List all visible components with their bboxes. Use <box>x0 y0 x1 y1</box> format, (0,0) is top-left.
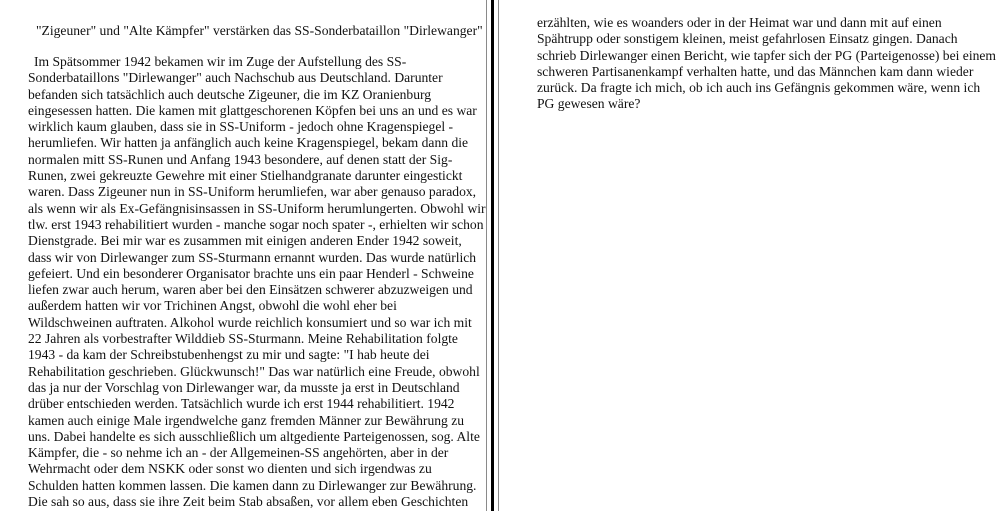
left-document-page <box>0 0 487 511</box>
text-line: Die sah so aus, dass sie ihre Zeit beim Stab absaßen, vor allem eben Geschichten <box>28 494 469 510</box>
text-line: Runen, zwei gekreuzte Gewehre mit einer Stielhandgranate darunter eingestickt <box>28 168 463 184</box>
text-line: Kämpfer, die - so nehme ich an - der Allgemeinen-SS angehörten, aber in der <box>28 445 449 461</box>
text-line: wirklich kaum glauben, dass sie in SS-Uniform - jedoch ohne Kragenspiegel - <box>28 119 454 135</box>
text-line: PG gewesen wäre? <box>537 96 641 112</box>
text-line: erzählten, wie es woanders oder in der Heimat war und dann mit auf einen <box>537 15 942 30</box>
text-line: Schulden hatten kommen lassen. Die kamen dann zu Dirlewanger zur Bewährung. <box>28 477 477 493</box>
text-line: Wildschweinen auftraten. Alkohol wurde reichlich konsumiert und so war ich mit <box>28 314 472 330</box>
chapter-title: "Zigeuner" und "Alte Kämpfer" verstärken das SS-Sonderbataillon "Dirlewanger" <box>36 23 483 38</box>
text-line: tlw. erst 1943 rehabilitiert wurden - manche sogar noch spater -, erhielten wir schon <box>28 216 484 232</box>
text-line: gefeiert. Und ein besonderer Organisator brachte uns ein paar Henderl - Schweine <box>28 265 474 281</box>
text-line: befanden sich tatsächlich auch deutsche Zigeuner, die im KZ Oranienburg <box>28 86 432 102</box>
text-line: Im Spätsommer 1942 bekamen wir im Zuge der Aufstellung des SS- <box>34 54 407 69</box>
text-line: Wehrmacht oder dem NSKK oder sonst wo dienten und sich irgendwas zu <box>28 461 432 477</box>
text-line: Spähtrupp oder sonstigem kleinen, meist gefahrlosen Einsatz gingen. Danach <box>537 31 958 47</box>
text-line: herumliefen. Wir hatten ja anfänglich auch keine Kragenspiegel, bekam dann die <box>28 135 469 151</box>
text-line: als wenn wir als Ex-Gefängnisinsassen in SS-Uniform herumlungerten. Obwohl wir <box>28 200 486 216</box>
text-line: zurück. Da fragte ich mich, ob ich auch ins Gefängnis gekommen wäre, wenn ich <box>537 80 981 96</box>
text-line: schrieb Dirlewanger einen Bericht, wie tapfer sich der PG (Parteigenosse) bei einem <box>537 47 996 63</box>
text-line: waren. Dass Zigeuner nun in SS-Uniform herumliefen, war aber genauso paradox, <box>28 184 477 200</box>
text-line: 22 Jahren als vorbestrafter Wilddieb SS-Sturmann. Meine Rehabilitation folgte <box>28 331 458 347</box>
text-line: Dienstgrade. Bei mir war es zusammen mit einigen anderen Ender 1942 soweit, <box>28 233 462 249</box>
text-line: dass wir von Dirlewanger zum SS-Sturmann ernannt wurden. Das wurde natürlich <box>28 249 477 265</box>
text-line: 1943 - da kam der Schreibstubenhengst zu mir und sagte: "I hab heute dei <box>28 347 430 363</box>
text-line: außerdem hatten wir vor Trichinen Angst, obwohl die wohl eher bei <box>28 298 397 314</box>
text-line: schweren Partisanenkampf verhalten hatte, und das Männchen kam dann wieder <box>537 63 974 79</box>
text-line: liefen zwar auch herum, waren aber bei den Einsätzen schwerer abzuzweigen und <box>28 282 473 298</box>
left-body-text <box>28 54 486 510</box>
page-divider <box>491 0 494 511</box>
text-line: eingesessen hatten. Die kamen mit glattgeschorenen Köpfen bei uns an und es war <box>28 102 477 118</box>
text-line: uns. Dabei handelte es sich ausschließlich um altgediente Parteigenossen, sog. Alte <box>28 428 480 444</box>
text-line: drüber entschieden werden. Tatsächlich wurde ich erst 1944 rehabilitiert. 1942 <box>28 396 455 412</box>
text-line: normalen mitt SS-Runen und Anfang 1943 besondere, auf denen statt der Sig- <box>28 151 453 167</box>
text-line: kamen auch einige Male irgendwelche ganz fremden Männer zur Bewährung zu <box>28 412 465 428</box>
right-document-page <box>498 0 1000 511</box>
text-line: Rehabilitation geschrieben. Glückwunsch!" Das war natürlich eine Freude, obwohl <box>28 363 480 379</box>
text-line: Sonderbataillons "Dirlewanger" auch Nachschub aus Deutschland. Darunter <box>28 70 443 86</box>
text-line: das ja nur der Vorschlag von Dirlewanger war, da musste ja erst in Deutschland <box>28 379 460 395</box>
right-body-text <box>537 15 996 113</box>
